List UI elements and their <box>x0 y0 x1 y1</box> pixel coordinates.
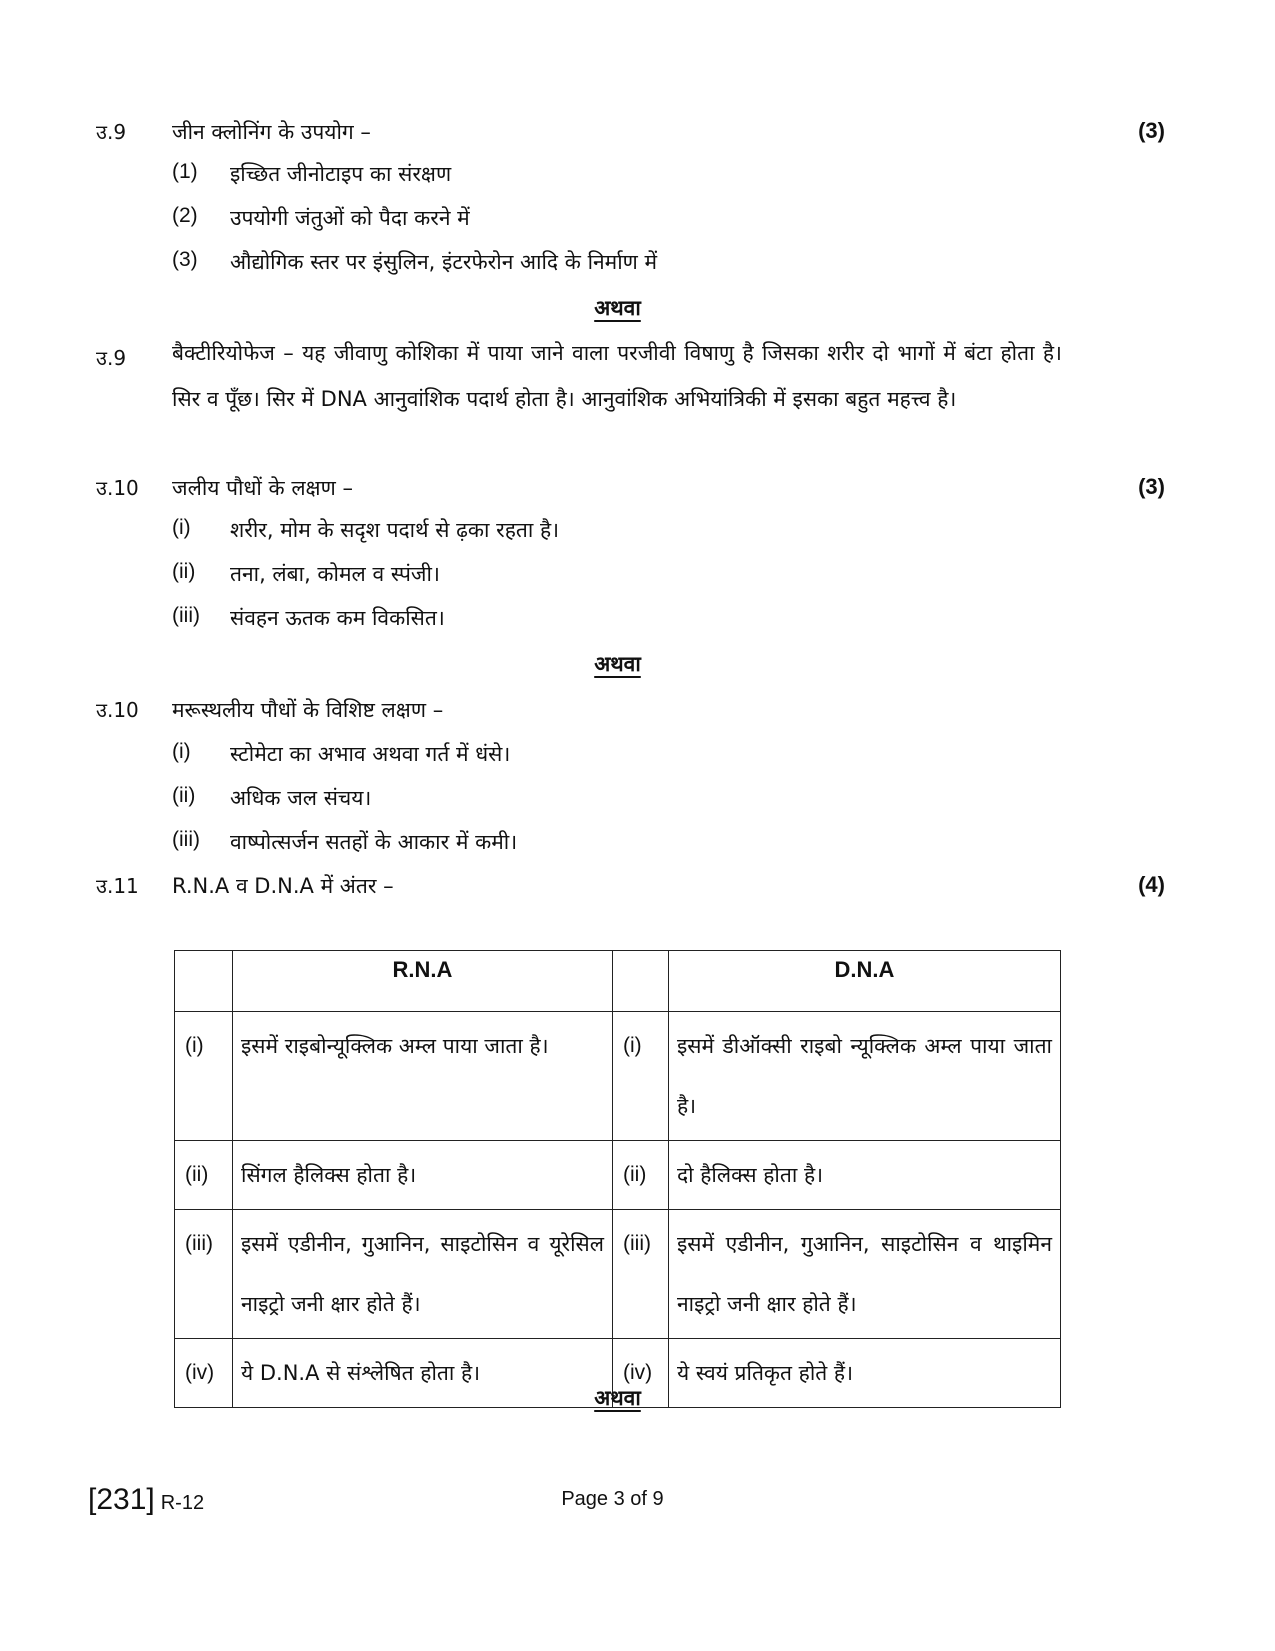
item-number: (3) <box>172 248 198 271</box>
paper-code-number: [231] <box>88 1483 155 1516</box>
item-number: (2) <box>172 204 198 227</box>
rna-cell: इसमें राइबोन्यूक्लिक अम्ल पाया जाता है। <box>233 1012 613 1141</box>
list-item <box>0 784 1275 818</box>
table-header-cell <box>613 951 669 1012</box>
question-title: R.N.A व D.N.A में अंतर – <box>172 874 394 898</box>
list-item <box>0 204 1275 238</box>
marks-label: (4) <box>1138 872 1165 897</box>
marks-label: (3) <box>1138 474 1165 499</box>
table-header-cell <box>175 951 233 1012</box>
list-item <box>0 740 1275 774</box>
question-10b-header <box>0 696 1275 730</box>
question-number: उ.9 <box>96 346 127 370</box>
table-row <box>175 1210 1061 1339</box>
item-text: शरीर, मोम के सदृश पदार्थ से ढ़का रहता है। <box>230 518 560 542</box>
item-number: (i) <box>172 740 191 763</box>
rna-cell: इसमें एडीनीन, गुआनिन, साइटोसिन व यूरेसिल नाइट्रो जनी क्षार होते हैं। <box>233 1210 613 1339</box>
table-header-dna: D.N.A <box>669 951 1061 1012</box>
item-number: (1) <box>172 160 198 183</box>
table-row <box>175 1012 1061 1141</box>
item-number: (i) <box>172 516 191 539</box>
question-title: जलीय पौधों के लक्षण – <box>172 476 353 500</box>
or-label: अथवा <box>594 1386 641 1410</box>
list-item <box>0 828 1275 862</box>
question-11-header <box>0 872 1275 906</box>
row-index: (ii) <box>175 1141 233 1210</box>
item-text: इच्छित जीनोटाइप का संरक्षण <box>230 162 452 186</box>
dna-cell: ये स्वयं प्रतिकृत होते हैं। <box>669 1339 1061 1408</box>
paper-series: R-12 <box>160 1492 205 1514</box>
table-row <box>175 1141 1061 1210</box>
question-number: उ.10 <box>96 476 139 500</box>
list-item <box>0 160 1275 194</box>
table-header-row <box>175 951 1061 1012</box>
row-index: (ii) <box>613 1141 669 1210</box>
or-divider <box>0 1384 1275 1412</box>
rna-dna-comparison-table <box>174 950 1061 1408</box>
dna-cell: इसमें एडीनीन, गुआनिन, साइटोसिन व थाइमिन नाइट्रो जनी क्षार होते हैं। <box>669 1210 1061 1339</box>
question-number: उ.10 <box>96 698 139 722</box>
item-text: औद्योगिक स्तर पर इंसुलिन, इंटरफेरोन आदि के निर्माण में <box>230 250 658 274</box>
list-item <box>0 604 1275 638</box>
item-text: संवहन ऊतक कम विकसित। <box>230 606 445 630</box>
item-number: (ii) <box>172 560 196 583</box>
list-item <box>0 248 1275 282</box>
or-divider <box>0 294 1275 322</box>
question-title: मरूस्थलीय पौधों के विशिष्ट लक्षण – <box>172 698 444 722</box>
table-header-rna: R.N.A <box>233 951 613 1012</box>
row-index: (i) <box>613 1012 669 1141</box>
rna-cell: सिंगल हैलिक्स होता है। <box>233 1141 613 1210</box>
item-text: वाष्पोत्सर्जन सतहों के आकार में कमी। <box>230 830 518 854</box>
dna-cell: इसमें डीऑक्सी राइबो न्यूक्लिक अम्ल पाया जाता है। <box>669 1012 1061 1141</box>
rna-cell: ये D.N.A से संश्लेषित होता है। <box>233 1339 613 1408</box>
dna-cell: दो हैलिक्स होता है। <box>669 1141 1061 1210</box>
item-text: अधिक जल संचय। <box>230 786 372 810</box>
item-number: (ii) <box>172 784 196 807</box>
or-label: अथवा <box>594 652 641 676</box>
row-index: (iv) <box>175 1339 233 1408</box>
question-10a-header <box>0 474 1275 508</box>
question-number: उ.9 <box>96 120 127 144</box>
list-item <box>0 560 1275 594</box>
item-number: (iii) <box>172 828 200 851</box>
row-index: (i) <box>175 1012 233 1141</box>
question-title: जीन क्लोनिंग के उपयोग – <box>172 120 371 144</box>
or-label: अथवा <box>594 296 641 320</box>
or-divider <box>0 650 1275 678</box>
page-number <box>0 1488 1275 1511</box>
row-index: (iii) <box>613 1210 669 1339</box>
row-index: (iii) <box>175 1210 233 1339</box>
item-text: तना, लंबा, कोमल व स्पंजी। <box>230 562 440 586</box>
list-item <box>0 516 1275 550</box>
question-number: उ.11 <box>96 874 139 898</box>
item-text: उपयोगी जंतुओं को पैदा करने में <box>230 206 470 230</box>
answer-paragraph: बैक्टीरियोफेज – यह जीवाणु कोशिका में पाया जाने वाला परजीवी विषाणु है जिसका शरीर दो भागों में बंटा होता है। सिर व पूँछ। सिर में DNA आनुवांशिक पदार्थ होता है। आनुवांशिक अभियांत्रिकी में इसका बहुत महत्त्व है। <box>172 341 1062 411</box>
row-index: (iv) <box>613 1339 669 1408</box>
page-number-text: Page 3 of 9 <box>561 1488 664 1510</box>
marks-label: (3) <box>1138 118 1165 143</box>
item-number: (iii) <box>172 604 200 627</box>
item-text: स्टोमेटा का अभाव अथवा गर्त में धंसे। <box>230 742 511 766</box>
question-9a-header <box>0 118 1275 152</box>
